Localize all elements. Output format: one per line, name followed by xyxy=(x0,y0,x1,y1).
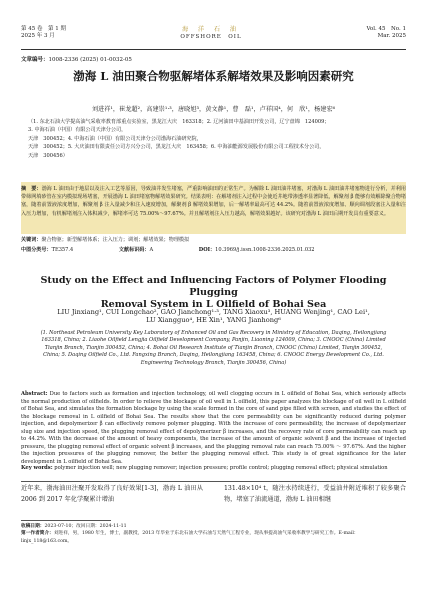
clc-field xyxy=(21,247,95,253)
footnote-author xyxy=(21,530,406,545)
affiliation-en-line: China; 5. Daqing Oilfield Co., Ltd. Fangxing Branch, Daqing, Heilongjiang 163458, China; 6. CNOOC Energy Development Co., Ltd. xyxy=(43,352,384,359)
clc-value: TE357.4 xyxy=(51,247,74,253)
keywords-cn-text: 聚合物驱；新型解堵体系；注入压力；调剂；解堵效果；物理模拟 xyxy=(41,237,190,243)
abstract-en xyxy=(21,391,406,466)
title-en-line: Removal System in L Oilfield of Bohai Sea xyxy=(100,299,327,310)
footnote xyxy=(21,523,406,545)
affiliation-line: 天津 300452；4. 中海石油（中国）有限公司天津分公司渤海石油研究院， xyxy=(28,135,202,142)
affiliation-line: 3. 中海石油（中国）有限公司天津分公司， xyxy=(28,127,127,134)
keywords-en-label: Key words: xyxy=(21,465,53,471)
doi-label: DOI： xyxy=(198,247,216,253)
document-code-field xyxy=(119,247,175,253)
abstract-cn xyxy=(21,185,406,218)
affiliation-en-line: Engineering Technology Branch, Tianjin 300456, China) xyxy=(140,359,287,366)
clc-label: 中图分类号： xyxy=(21,247,52,253)
doi-value: 10.3969/j.issn.1008-2336.2025.01.032 xyxy=(215,247,315,253)
abstract-cn-label: 摘 要： xyxy=(21,186,42,192)
authors-en xyxy=(0,308,427,325)
affiliation-line: （1. 东北石油大学提高油气采收率教育部重点实验室，黑龙江大庆 163318；2. 辽河油田中基油田开发公司，辽宁盘锦 124009； xyxy=(28,119,330,125)
document-code-value: A xyxy=(149,247,154,253)
abstract-en-label: Abstract: xyxy=(21,391,48,397)
article-number-value: 1008-2336 (2025) 01-0032-05 xyxy=(48,57,132,63)
author-bio-text: 刘进祥，男，1980 年生，博士，副教授，2013 年毕业于东北石油大学石油与天然气工程专业，现从事提高油气采收率教学与研究工作。E-mail：linjx_118@163.com。 xyxy=(21,531,359,544)
authors-cn: 刘进祥¹，崔龙超²，高建崇¹·³，唐晓旭³，黄文静¹，曹 磊¹，卢祥国⁴，何 欣¹，杨建宏⁶ xyxy=(91,106,336,113)
body-column-left: 近年来，渤海油田注聚开发取得了良好效果[1-3]，渤海 L 油田从 2006 到 2017 年化学聚累计增油 xyxy=(21,485,203,503)
title-en-line: Study on the Effect and Influencing Factors of Polymer Flooding Plugging xyxy=(40,275,387,298)
affiliation-en-line: 163318, China; 2. Liaohe Oilfield Lengjia Oilfield Development Company, Panjin, Liaoning 124009, China; 3. CNOOC (China) Limited xyxy=(41,337,386,344)
date-cn: 2025 年 3 月 xyxy=(21,33,55,39)
affiliation-line: 天津 300452；5. 大庆油田有限责任公司方兴分公司，黑龙江大庆 163458；6. 中海油能源发展股份有限公司工程技术分公司， xyxy=(28,144,325,151)
article-number xyxy=(21,55,132,63)
volume-en: Vol. 45 No. 1 xyxy=(366,26,406,32)
volume-cn: 第 45 卷 第 1 期 xyxy=(21,26,66,32)
doi-field xyxy=(199,247,337,253)
footnote-received xyxy=(21,523,406,530)
body-column-right: 131.48×10⁴ t，随注水持续进行，受益油井附近堆积了较多聚合物，堵塞了油流通道，渤海 L 油田相继 xyxy=(224,485,406,503)
classification-line xyxy=(21,246,406,253)
abstract-cn-text: 渤海 L 油田由于地层以及注入工艺等原因，导致油井发生堵塞，严重影响油田的正常生产。为解除 L 油田油井堵塞，对渤海 L 油田油井堵塞物进行分析，并利用带筛网填砂管在室内模拟现场堵塞，开展渤海 L 油田堵塞物解堵效果研究。结果表明：在解堵剂注入过程中会使近井地带渗透率显著降低，解聚剂 β 能够有效解除聚合物堵塞，随着前置液浓度增加，解聚剂 β 注入量减少和注入速度增加，解聚剂 β 解堵效果增加，后一解堵率最高可达 44.2%。随着前置液浓度增加、顺向调剂段塞注入量和注入压力增加，有机解堵剂注入体积减少，解堵率可达 75.00%～97.67%。并且解堵剂注入压力越高，解堵效果越好。该研究对渤海 L 油田后期开发具有重要意义。 xyxy=(21,186,406,217)
footnote-divider xyxy=(21,520,111,521)
received-label: 收稿日期： xyxy=(21,524,45,529)
keywords-en xyxy=(21,465,406,472)
journal-name-cn: 海 洋 石 油 xyxy=(182,26,240,33)
affiliations-en xyxy=(30,330,397,367)
abstract-en-text: Due to factors such as formation and injection technology, oil well clogging occurs in L oilfield of Bohai Sea, which seriously affects the normal production of oilfields. In order to relieve the blockage of oil well in L oilfield, this paper analyzes the blockage of oil well in L oilfield of Bohai Sea, and simulates the formation blockage by using the scale formed in the core of sand pipe filled with screen, and studies the effect of the blockage removal in L oilfield of Bohai Sea. The results show that the core permeability can be significantly reduced during polymer injection, and depolymerizer β can effectively remove polymer plugging. With the increase of core permeability, the increase of depolymerizer slug size and injection speed, the plugging removal effect of depolymerizer β increases, and the recovery rate of core permeability can reach up to 44.2%. With the decrease of the amount of heavy components, the increase of the amount of organic solvent β and the increase of injected pressure, the plugging removal effect of organic solvent β increases, and the plugging removal rate can reach 75.00% ～ 97.67%. And the higher the injection pressures of the plugging remover, the better the plugging removal effect. This study is of great significance for the later development in L oilfield of Bohai Sea. xyxy=(21,391,406,465)
affiliations-cn xyxy=(28,118,399,160)
keywords-cn xyxy=(21,236,406,244)
authors-en-line: LU Xiangguo⁴, HE Xin¹, YANG Jianhong⁶ xyxy=(146,316,281,325)
affiliation-line: 天津 300456） xyxy=(28,152,68,159)
header-right xyxy=(366,26,406,40)
journal-name-en: OFFSHORE OIL xyxy=(180,34,242,40)
header-center xyxy=(141,26,281,41)
article-number-label: 文章编号： xyxy=(21,57,49,63)
header-divider xyxy=(21,49,406,50)
body-divider xyxy=(21,481,406,482)
header-left xyxy=(21,26,66,40)
keywords-cn-label: 关键词： xyxy=(21,237,42,243)
authors-en-line: LIU Jinxiang¹, CUI Longchao², GAO Jianchong¹·³, TANG Xiaoxu³, HUANG Wenjing¹, CAO Lei¹, xyxy=(57,308,370,316)
title-cn: 渤海 L 油田聚合物驱解堵体系解堵效果及影响因素研究 xyxy=(73,69,354,83)
affiliation-en-line: Tianjin Branch, Tianjin 300452, China; 4. Bohai Oil Research Institute of Tianjin Branch, CNOOC (China) Limited, Tianjin 300452, xyxy=(44,344,383,351)
received-value: 2023-07-10；改回日期：2024-11-11 xyxy=(44,524,127,529)
title-en xyxy=(30,275,397,311)
affiliation-en-line: (1. Northeast Petroleum University Key Laboratory of Enhanced Oil and Gas Recovery in Ministry of Education, Daqing, Heilongjiang xyxy=(40,330,387,336)
author-bio-label: 第一作者简介： xyxy=(21,531,54,537)
document-code-label: 文献标识码： xyxy=(118,247,150,253)
keywords-en-text: polymer injection well; new plugging remover; injection pressure; profile control; plugging removal effect; physical simulation xyxy=(54,465,388,471)
date-en: Mar. 2025 xyxy=(377,33,406,39)
running-header xyxy=(21,26,406,48)
